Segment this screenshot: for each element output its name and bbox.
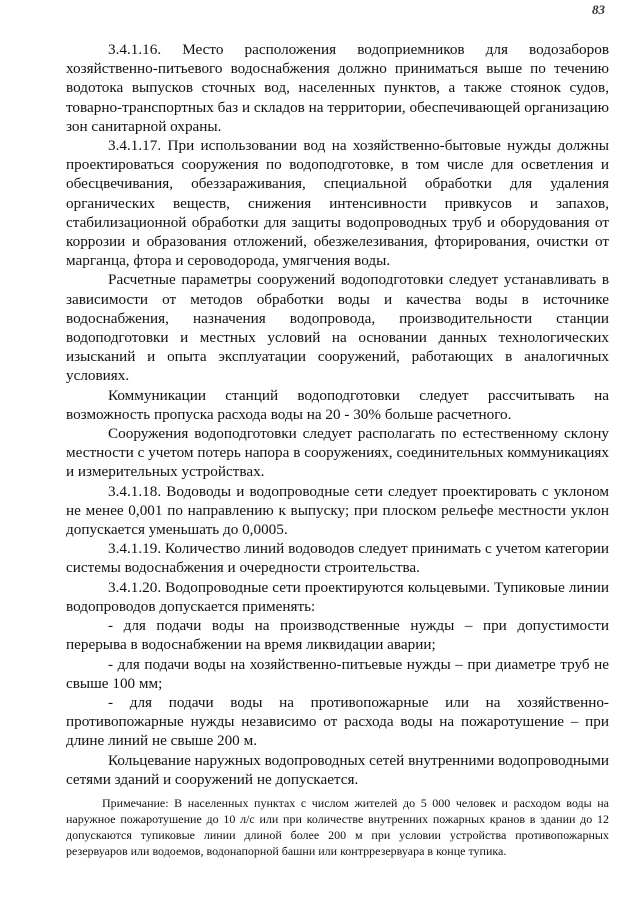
paragraph-3-4-1-19: 3.4.1.19. Количество линий водоводов следует принимать с учетом категории системы водоснабжения и очередности строительства. — [66, 540, 609, 577]
list-item-drinking: - для подачи воды на хозяйственно-питьевые нужды – при диаметре труб не свыше 100 мм; — [66, 655, 609, 692]
list-item-fire: - для подачи воды на противопожарные или на хозяйственно-противопожарные нужды независимо от расхода воды на пожаротушение – при длине линий не свыше 200 м. — [66, 693, 609, 750]
paragraph-design-parameters: Расчетные параметры сооружений водоподготовки следует устанавливать в зависимости от методов обработки воды и качества воды в источнике водоснабжения, назначения водопровода, производительности станции водоподготовки и местных условий на основании данных технологических изысканий и опыта эксплуатации сооружений, работающих в аналогичных условиях. — [66, 271, 609, 385]
paragraph-ring-networks: Кольцевание наружных водопроводных сетей внутренними водопроводными сетями зданий и сооружений не допускается. — [66, 751, 609, 788]
paragraph-placement: Сооружения водоподготовки следует располагать по естественному склону местности с учетом потерь напора в сооружениях, соединительных коммуникациях и измерительных устройствах. — [66, 425, 609, 481]
paragraph-3-4-1-20: 3.4.1.20. Водопроводные сети проектируются кольцевыми. Тупиковые линии водопроводов допускается применять: — [66, 578, 609, 615]
document-body — [66, 40, 609, 859]
paragraph-communications: Коммуникации станций водоподготовки следует рассчитывать на возможность пропуска расхода воды на 20 - 30% больше расчетного. — [66, 386, 609, 423]
paragraph-3-4-1-17: 3.4.1.17. При использовании вод на хозяйственно-бытовые нужды должны проектироваться сооружения по водоподготовке, в том числе для осветления и обесцвечивания, обеззараживания, специальной обработки для удаления органических веществ, снижения интенсивности привкусов и запахов, стабилизационной обработки для защиты водопроводных труб и оборудования от коррозии и образования отложений, обезжелезивания, фторирования, очистки от марганца, фтора и сероводорода, умягчения воды. — [66, 137, 609, 270]
note-paragraph: Примечание: В населенных пунктах с числом жителей до 5 000 человек и расходом воды на наружное пожаротушение до 10 л/с или при количестве внутренних пожарных кранов в здании до 12 допускаются тупиковые линии длиной более 200 м при условии устройства противопожарных резервуаров или водоемов, водонапорной башни или контррезервуара в конце тупика. — [66, 795, 609, 858]
list-item-industrial: - для подачи воды на производственные нужды – при допустимости перерыва в водоснабжении на время ликвидации аварии; — [66, 617, 609, 654]
paragraph-3-4-1-16: 3.4.1.16. Место расположения водоприемников для водозаборов хозяйственно-питьевого водоснабжения должно приниматься выше по течению водотока выпусков сточных вод, населенных пунктов, а также стоянок судов, товарно-транспортных баз и складов на территории, обеспечивающей организацию зон санитарной охраны. — [66, 41, 609, 135]
page-number: 83 — [592, 2, 605, 17]
paragraph-3-4-1-18: 3.4.1.18. Водоводы и водопроводные сети следует проектировать с уклоном не менее 0,001 по направлению к выпуску; при плоском рельефе местности уклон допускается уменьшать до 0,0005. — [66, 482, 609, 539]
